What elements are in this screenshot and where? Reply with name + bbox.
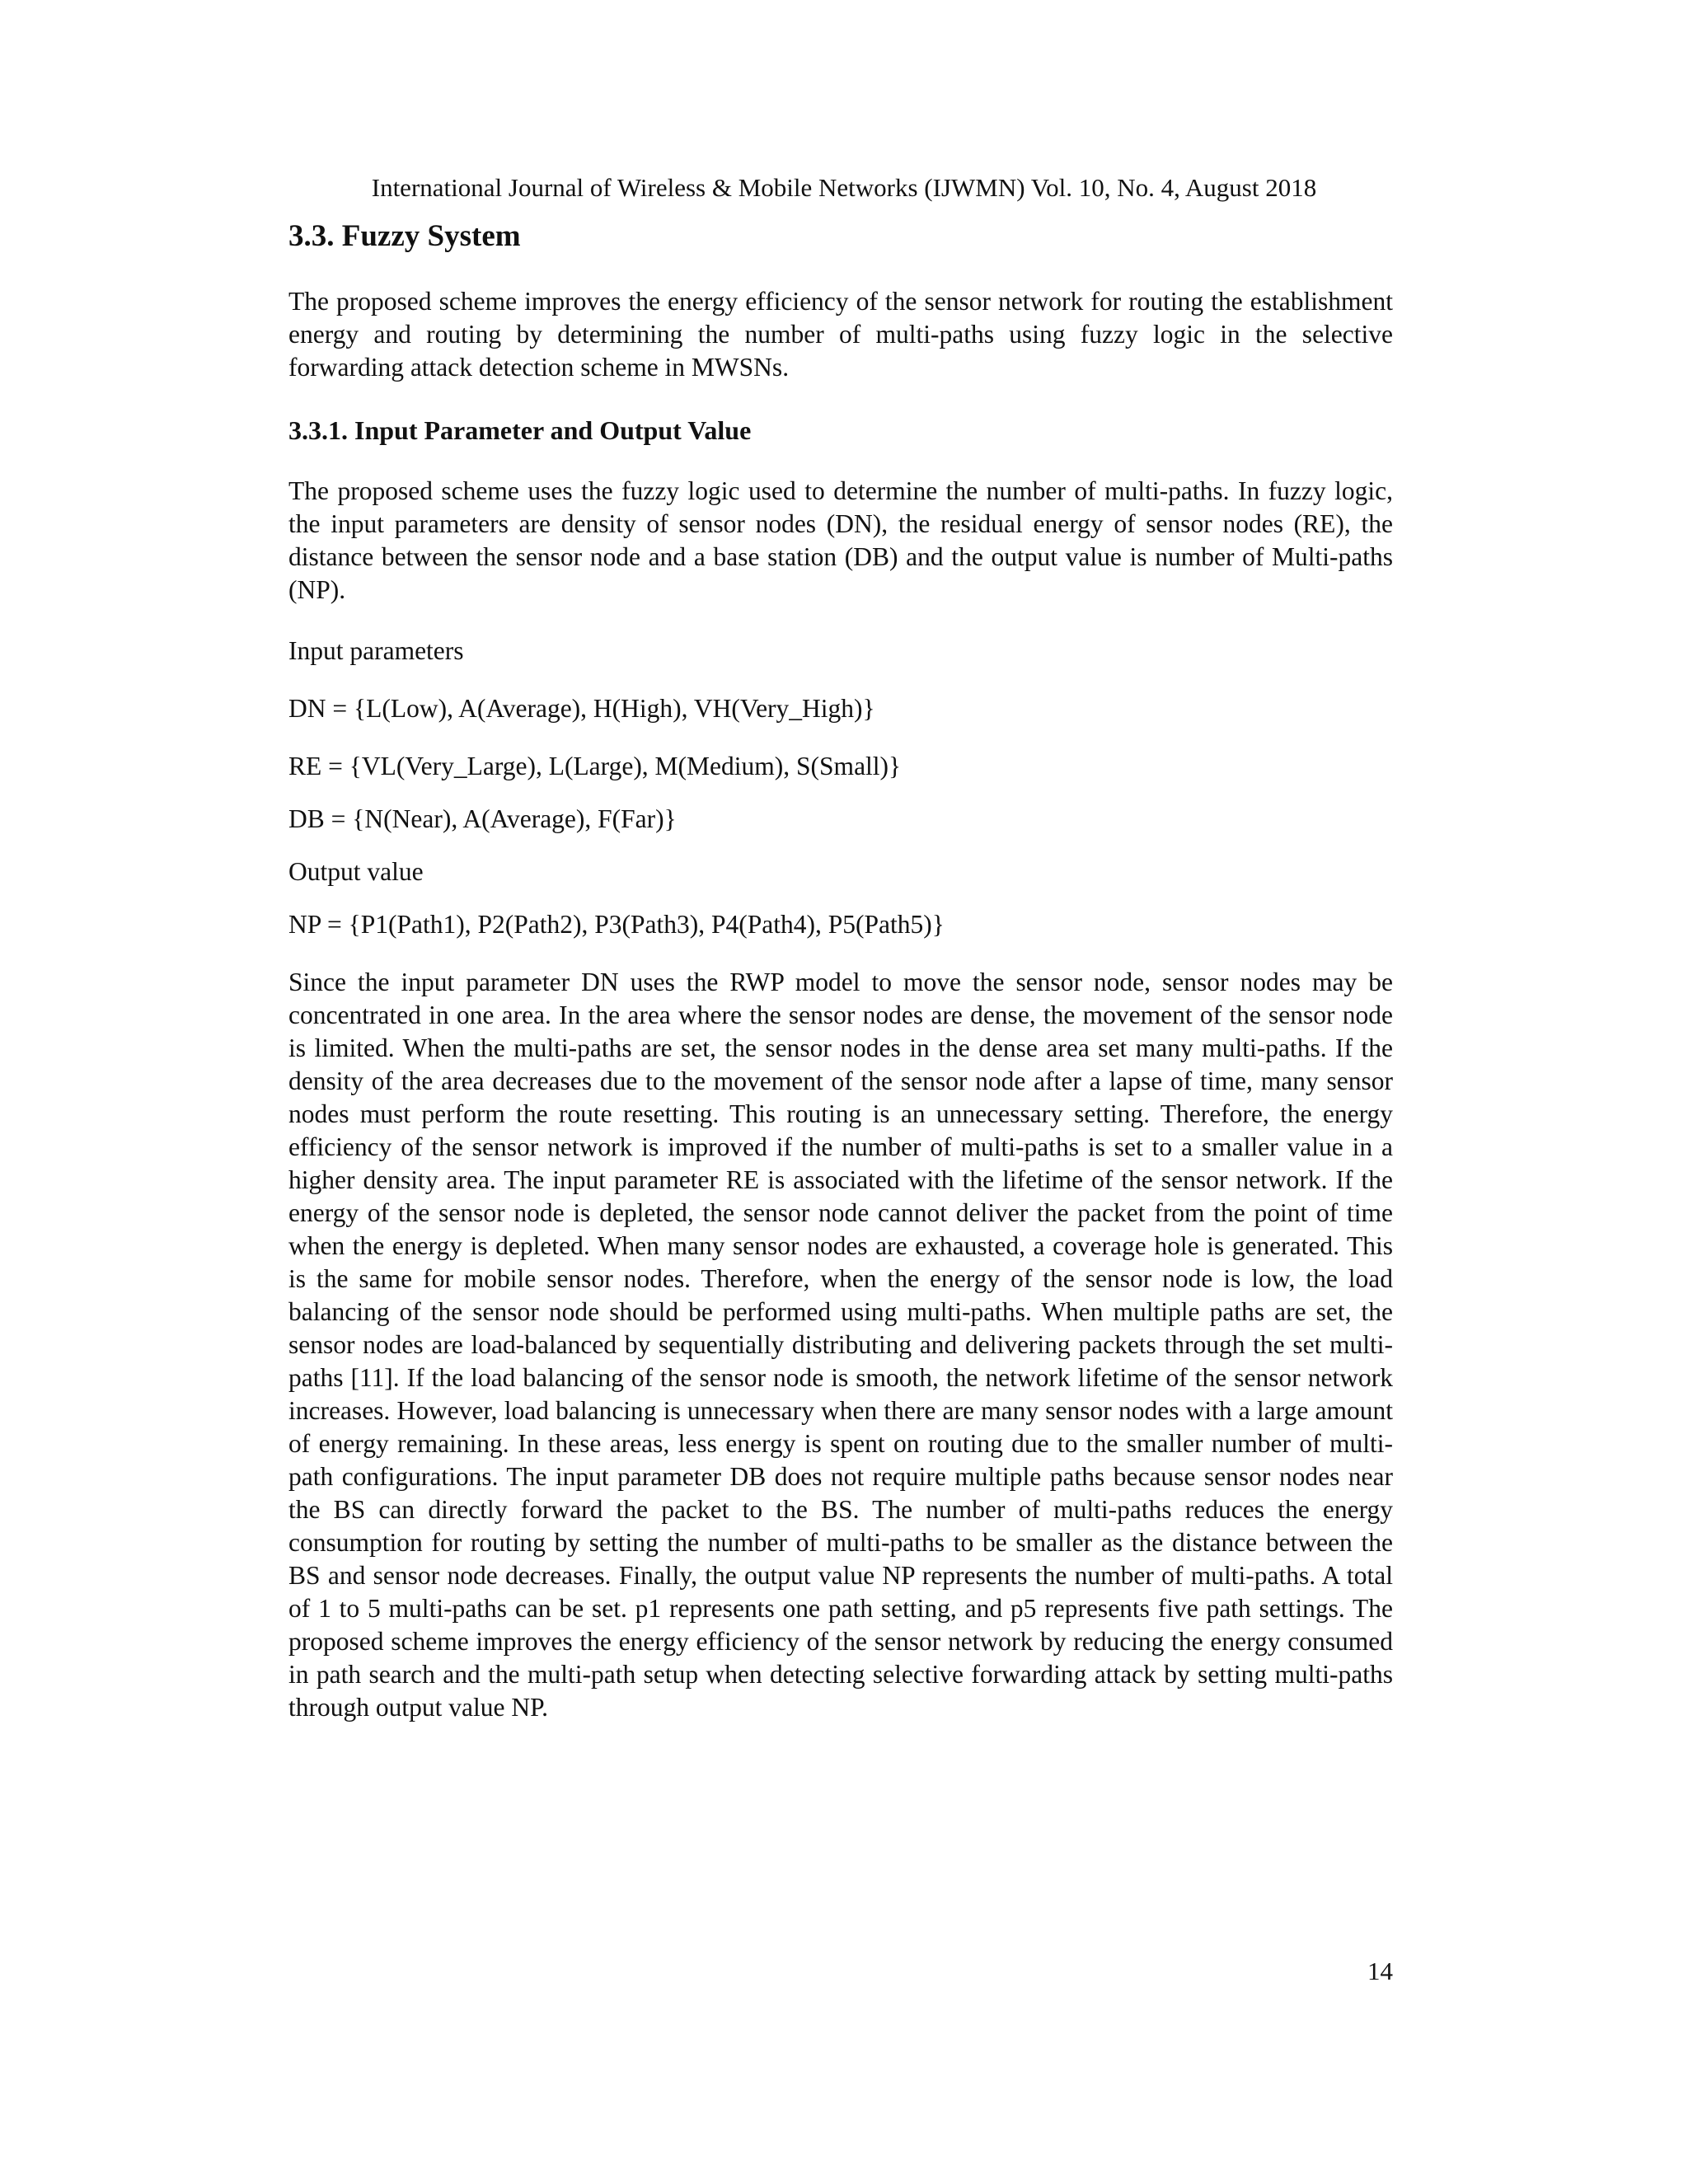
page-content: [288, 216, 1393, 1752]
output-value-label: Output value: [288, 857, 424, 886]
re-definition: RE = {VL(Very_Large), L(Large), M(Medium), S(Small)}: [288, 752, 902, 780]
db-definition: DB = {N(Near), A(Average), F(Far)}: [288, 804, 677, 833]
subsection-intro-paragraph: The proposed scheme uses the fuzzy logic used to determine the number of multi-paths. In fuzzy logic, the input parameters are density of sensor nodes (DN), the residual energy of sensor nodes (RE), the distance between the sensor node and a base station (DB) and the output value is number of Multi-paths (NP).: [288, 476, 1393, 604]
subsection-heading: 3.3.1. Input Parameter and Output Value: [288, 415, 752, 445]
dn-definition: DN = {L(Low), A(Average), H(High), VH(Very_High)}: [288, 694, 875, 723]
np-definition: NP = {P1(Path1), P2(Path2), P3(Path3), P4(Path4), P5(Path5)}: [288, 910, 945, 939]
input-parameters-label: Input parameters: [288, 636, 464, 665]
running-header: International Journal of Wireless & Mobile Networks (IJWMN) Vol. 10, No. 4, August 2018: [371, 173, 1317, 202]
section-heading: 3.3. Fuzzy System: [288, 219, 521, 253]
section-intro-paragraph: The proposed scheme improves the energy efficiency of the sensor network for routing the establishment energy and routing by determining the number of multi-paths using fuzzy logic in the selective forwarding attack detection scheme in MWSNs.: [288, 287, 1393, 382]
body-paragraph: Since the input parameter DN uses the RWP model to move the sensor node, sensor nodes may be concentrated in one area. In the area where the sensor nodes are dense, the movement of the sensor node is limited. When the multi-paths are set, the sensor nodes in the dense area set many multi-paths. If the density of the area decreases due to the movement of the sensor node after a lapse of time, many sensor nodes must perform the route resetting. This routing is an unnecessary setting. Therefore, the energy efficiency of the sensor network is improved if the number of multi-paths is set to a smaller value in a higher density area. The input parameter RE is associated with the lifetime of the sensor network. If the energy of the sensor node is depleted, the sensor node cannot deliver the packet from the point of time when the energy is depleted. When many sensor nodes are exhausted, a coverage hole is generated. This is the same for mobile sensor nodes. Therefore, when the energy of the sensor node is low, the load balancing of the sensor node should be performed using multi-paths. When multiple paths are set, the sensor nodes are load-balanced by sequentially distributing and delivering packets through the set multi-paths [11]. If the load balancing of the sensor node is smooth, the network lifetime of the sensor network increases. However, load balancing is unnecessary when there are many sensor nodes with a large amount of energy remaining. In these areas, less energy is spent on routing due to the smaller number of multi-path configurations. The input parameter DB does not require multiple paths because sensor nodes near the BS can directly forward the packet to the BS. The number of multi-paths reduces the energy consumption for routing by setting the number of multi-paths to be smaller as the distance between the BS and sensor node decreases. Finally, the output value NP represents the number of multi-paths. A total of 1 to 5 multi-paths can be set. p1 represents one path setting, and p5 represents five path settings. The proposed scheme improves the energy efficiency of the sensor network by reducing the energy consumed in path search and the multi-path setup when detecting selective forwarding attack by setting multi-paths through output value NP.: [288, 968, 1393, 1722]
page-number: 14: [1367, 1957, 1393, 1985]
